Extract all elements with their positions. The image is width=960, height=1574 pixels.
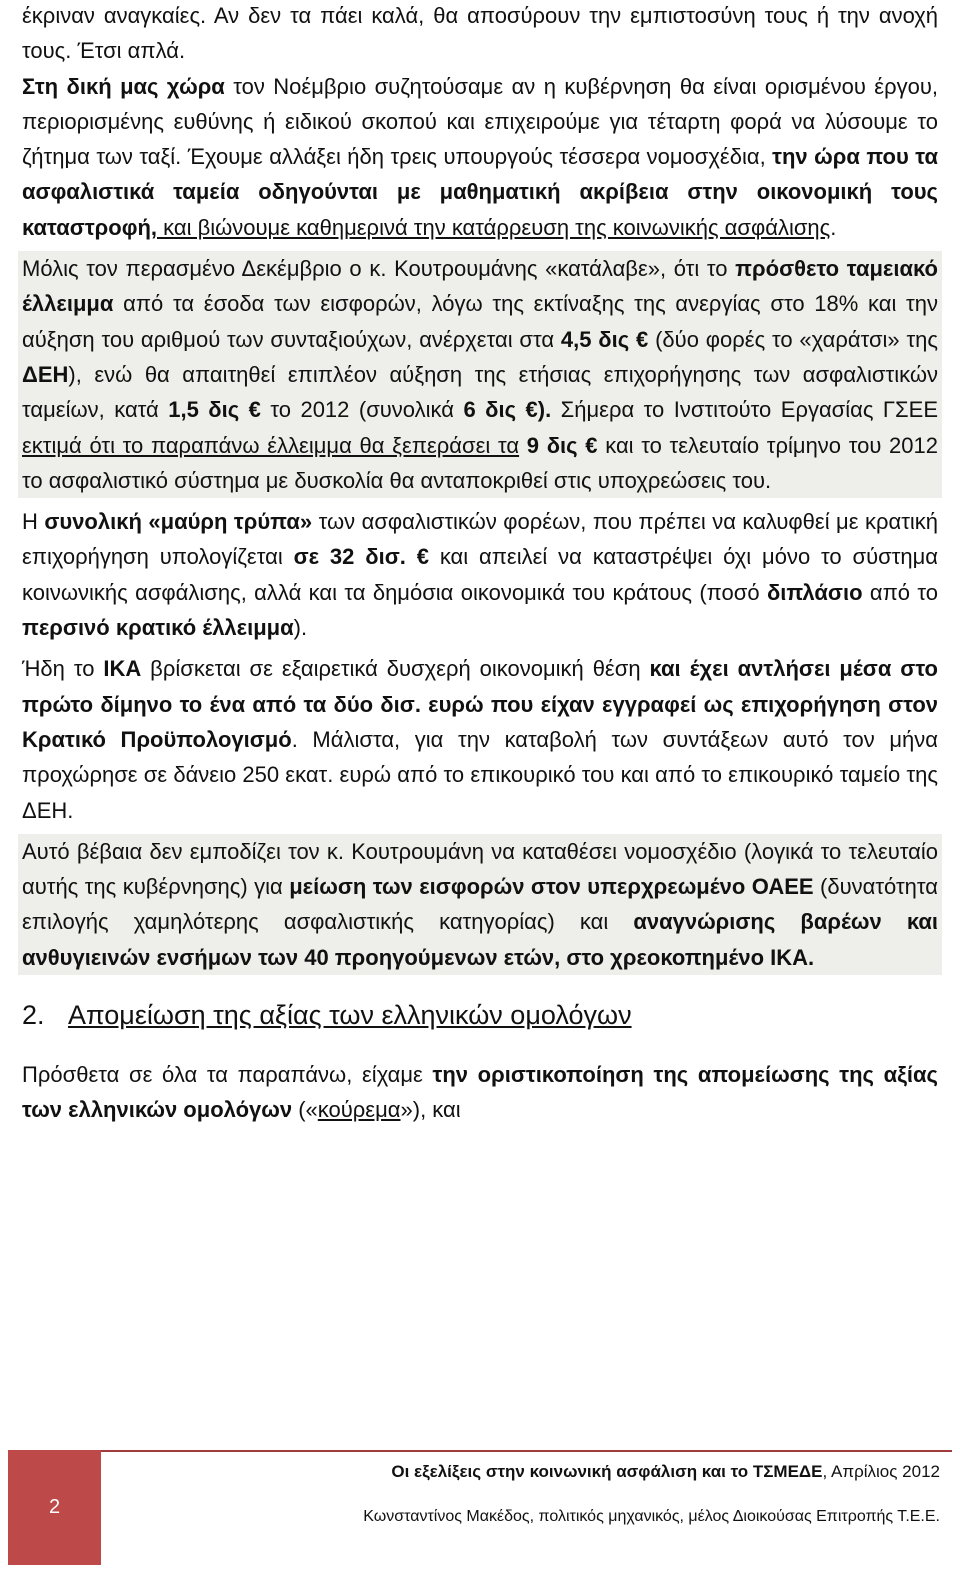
text: (δύο φορές το «χαράτσι» της [648,326,938,352]
paragraph-black-hole [18,504,942,645]
text: Μόλις τον περασμένο Δεκέμβριο ο κ. Κουτρουμάνης «κατάλαβε», ότι το [22,256,736,282]
text: το 2012 (συνολικά [260,397,464,423]
underlined-text: κούρεμα [317,1097,401,1123]
bold-text: μείωση των εισφορών στον υπερχρεωμένο ΟΑΕΕ [289,874,814,900]
bold-text: πρόσθετο ταμειακό έλλειμμα [22,256,938,317]
text: Ήδη το [22,656,104,682]
bold-text: αναγνώρισης βαρέων και ανθυγιεινών ενσήμων των 40 προηγούμενων ετών, στο χρεοκοπημένο ΙΚΑ. [22,909,938,970]
text: των ασφαλιστικών φορέων, που πρέπει να καλυφθεί με κρατική επιχορήγηση υπολογίζεται [22,509,939,570]
bold-text: 4,5 δις € [560,326,649,352]
text: τον Νοέμβριο συζητούσαμε αν η κυβέρνηση θα είναι ορισμένου έργου, περιορισμένης ευθύνης ή ειδικού σκοπού και επιχειρούμε για τέταρτη φορά να λύσουμε το ζήτημα των ταξί. Έχουμε αλλάξει ήδη τρεις υπουργούς τέσσερα νομοσχέδια, [22,73,938,170]
footer-doc-date: , Απρίλιος 2012 [822,1462,940,1481]
paragraph-taxi [18,69,942,245]
text: Σήμερα το Ινστιτούτο Εργασίας ΓΣΕΕ [551,397,938,423]
section-number: 2. [22,1000,45,1031]
text: . [830,214,837,240]
bold-text: την οριστικοποίηση της απομείωσης της αξίας των ελληνικών ομολόγων [22,1062,939,1123]
bold-text: και έχει αντλήσει μέσα στο πρώτο δίμηνο το ένα από τα δύο δισ. ευρώ που είχαν εγγραφεί ως επιχορήγηση στον Κρατικό Προϋπολογισμό [22,656,938,752]
text: (δυνατότητα επιλογής χαμηλότερης ασφαλιστικής κατηγορίας) και [22,874,938,935]
section-heading [18,995,942,1035]
text: και απειλεί να καταστρέψει όχι μόνο το σύστημα κοινωνικής ασφάλισης, αλλά και τα δημόσια οικονομικά του κράτους (ποσό [22,544,939,605]
paragraph-oaee [18,834,942,975]
section-title: Απομείωση της αξίας των ελληνικών ομολόγων [68,1000,632,1031]
text: βρίσκεται σε εξαιρετικά δυσχερή οικονομική θέση [141,656,650,682]
text: από το [862,579,938,605]
text: και το τελευταίο τρίμηνο του 2012 το ασφαλιστικό σύστημα με δυσκολία θα ανταποκριθεί στις υποχρεώσεις του. [22,432,938,493]
text [519,433,527,458]
text: από τα έσοδα των εισφορών, λόγω της εκτίναξης της ανεργίας στο 18% και την αύξηση του αριθμού των συνταξιούχων, ανέρχεται στα [22,291,938,352]
bold-text: 6 δις €). [463,397,552,423]
text: ), ενώ θα απαιτηθεί επιπλέον αύξηση της ετήσιας επιχορήγησης των ασφαλιστικών ταμείων, κατά [22,361,938,423]
text: (« [292,1097,318,1123]
bold-text: περσινό κρατικό έλλειμμα [22,615,294,641]
footer-author: Κωνσταντίνος Μακέδος, πολιτικός μηχανικός, μέλος Διοικούσας Επιτροπής Τ.Ε.Ε. [363,1508,940,1525]
text: Η [22,509,45,535]
bold-text: σε 32 δισ. € [293,544,429,570]
paragraph-bonds [18,1057,942,1128]
footer-doc-title: Οι εξελίξεις στην κοινωνική ασφάλιση και το ΤΣΜΕΔΕ [391,1462,823,1481]
page-number: 2 [48,1496,61,1518]
footer-divider [101,1450,952,1452]
paragraph-intro [18,0,942,69]
page-number-box [8,1450,101,1565]
document-body [18,0,942,1128]
text: Πρόσθετα σε όλα τα παραπάνω, είχαμε [22,1062,433,1088]
page-footer [8,1450,952,1565]
bold-text: την ώρα που τα ασφαλιστικά ταμεία οδηγούνται με μαθηματική ακρίβεια στην οικονομική τους καταστροφή, [22,144,938,240]
bold-text: ΙΚΑ [103,656,142,682]
paragraph-ika [18,651,942,827]
text: Αυτό βέβαια δεν εμποδίζει τον κ. Κουτρουμάνη να καταθέσει νομοσχέδιο (λογικά το τελευταίο αυτής της κυβέρνησης) για [22,838,938,900]
text: έκριναν αναγκαίες. Αν δεν τα πάει καλά, θα αποσύρουν την εμπιστοσύνη τους ή την ανοχή τους. Έτσι απλά. [22,3,938,64]
text: »), και [400,1097,461,1123]
text: . Μάλιστα, για την καταβολή των συντάξεων αυτό τον μήνα προχώρησε σε δάνειο 250 εκατ. ευρώ από το επικουρικό του και από το επικουρικό ταμείο της ΔΕΗ. [22,726,939,823]
bold-text: Στη δική μας χώρα [22,73,225,99]
text: ). [293,615,308,641]
underlined-text: εκτιμά ότι το παραπάνω έλλειμμα θα ξεπεράσει τα [22,432,520,458]
paragraph-deficit [18,251,942,498]
bold-text: διπλάσιο [766,579,863,605]
bold-text: 1,5 δις € [168,397,261,423]
footer-title [391,1462,940,1482]
bold-text: ΔΕΗ [22,361,69,387]
bold-text: 9 δις € [526,432,598,458]
bold-text: συνολική «μαύρη τρύπα» [44,509,313,535]
underlined-text: και βιώνουμε καθημερινά την κατάρρευση της κοινωνικής ασφάλισης [157,214,831,240]
